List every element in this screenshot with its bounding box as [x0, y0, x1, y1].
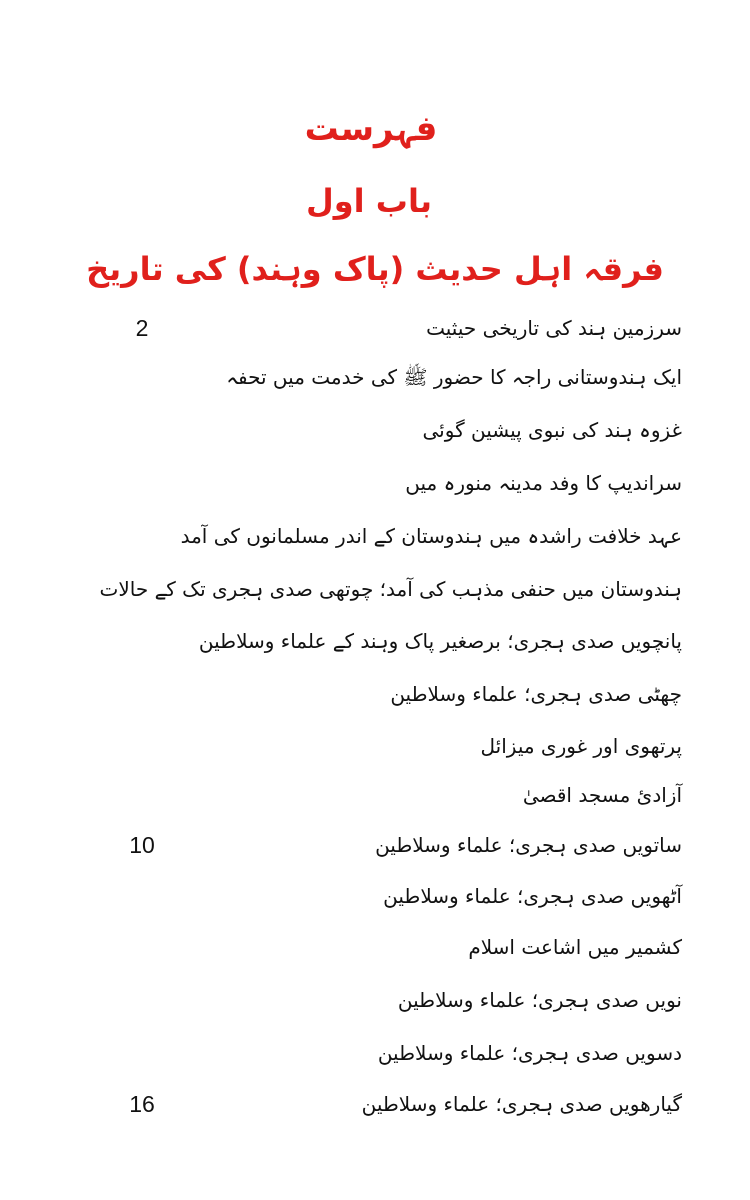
toc-entry — [0, 516, 750, 556]
contents-heading: فہرست — [304, 109, 438, 149]
toc-entry — [0, 410, 750, 450]
toc-entry — [0, 1084, 750, 1124]
chapter-heading: باب اول — [306, 182, 432, 220]
toc-entry-title: نویں صدی ہجری؛ علماء وسلاطین — [397, 988, 682, 1012]
toc-entry-title: سرزمین ہند کی تاریخی حیثیت — [426, 316, 682, 340]
toc-entry-title: ساتویں صدی ہجری؛ علماء وسلاطین — [375, 833, 682, 857]
toc-entry — [0, 876, 750, 916]
toc-entry — [0, 980, 750, 1020]
toc-entry — [0, 674, 750, 714]
toc-entry-title: پانچویں صدی ہجری؛ برصغیر پاک وہند کے علماء وسلاطین — [198, 629, 682, 653]
toc-entry-title: گیارھویں صدی ہجری؛ علماء وسلاطین — [361, 1092, 682, 1116]
toc-entry — [0, 357, 750, 397]
toc-entry-title: پرتھوی اور غوری میزائل — [480, 734, 682, 758]
toc-entry-page: 10 — [129, 832, 155, 858]
toc-entry-title: کشمیر میں اشاعت اسلام — [468, 935, 682, 959]
toc-entry-title: چھٹی صدی ہجری؛ علماء وسلاطین — [390, 682, 682, 706]
toc-entry — [0, 927, 750, 967]
toc-entry-title: عہد خلافت راشدہ میں ہندوستان کے اندر مسلمانوں کی آمد — [180, 524, 682, 548]
toc-entry — [0, 726, 750, 766]
toc-entry-title: آزادیٔ مسجد اقصیٰ — [522, 783, 682, 807]
subject-heading: فرقہ اہل حدیث (پاک وہند) کی تاریخ — [86, 250, 664, 288]
toc-entry-title: آٹھویں صدی ہجری؛ علماء وسلاطین — [383, 884, 682, 908]
toc-entry-title: غزوہ ہند کی نبوی پیشین گوئی — [422, 418, 682, 442]
toc-entry-title: ہندوستان میں حنفی مذہب کی آمد؛ چوتھی صدی ہجری تک کے حالات — [99, 577, 682, 601]
toc-entry — [0, 569, 750, 609]
toc-entry — [0, 621, 750, 661]
toc-entry-page: 16 — [129, 1091, 155, 1117]
toc-entry-page: 2 — [135, 315, 149, 341]
toc-entry-title: سراندیپ کا وفد مدینہ منورہ میں — [405, 471, 682, 495]
toc-entry — [0, 308, 750, 348]
toc-entry-title: دسویں صدی ہجری؛ علماء وسلاطین — [377, 1041, 682, 1065]
toc-entry — [0, 775, 750, 815]
toc-entry — [0, 1033, 750, 1073]
toc-entry-title: ایک ہندوستانی راجہ کا حضور ﷺ کی خدمت میں تحفہ — [226, 365, 682, 389]
toc-entry — [0, 463, 750, 503]
toc-entry — [0, 825, 750, 865]
